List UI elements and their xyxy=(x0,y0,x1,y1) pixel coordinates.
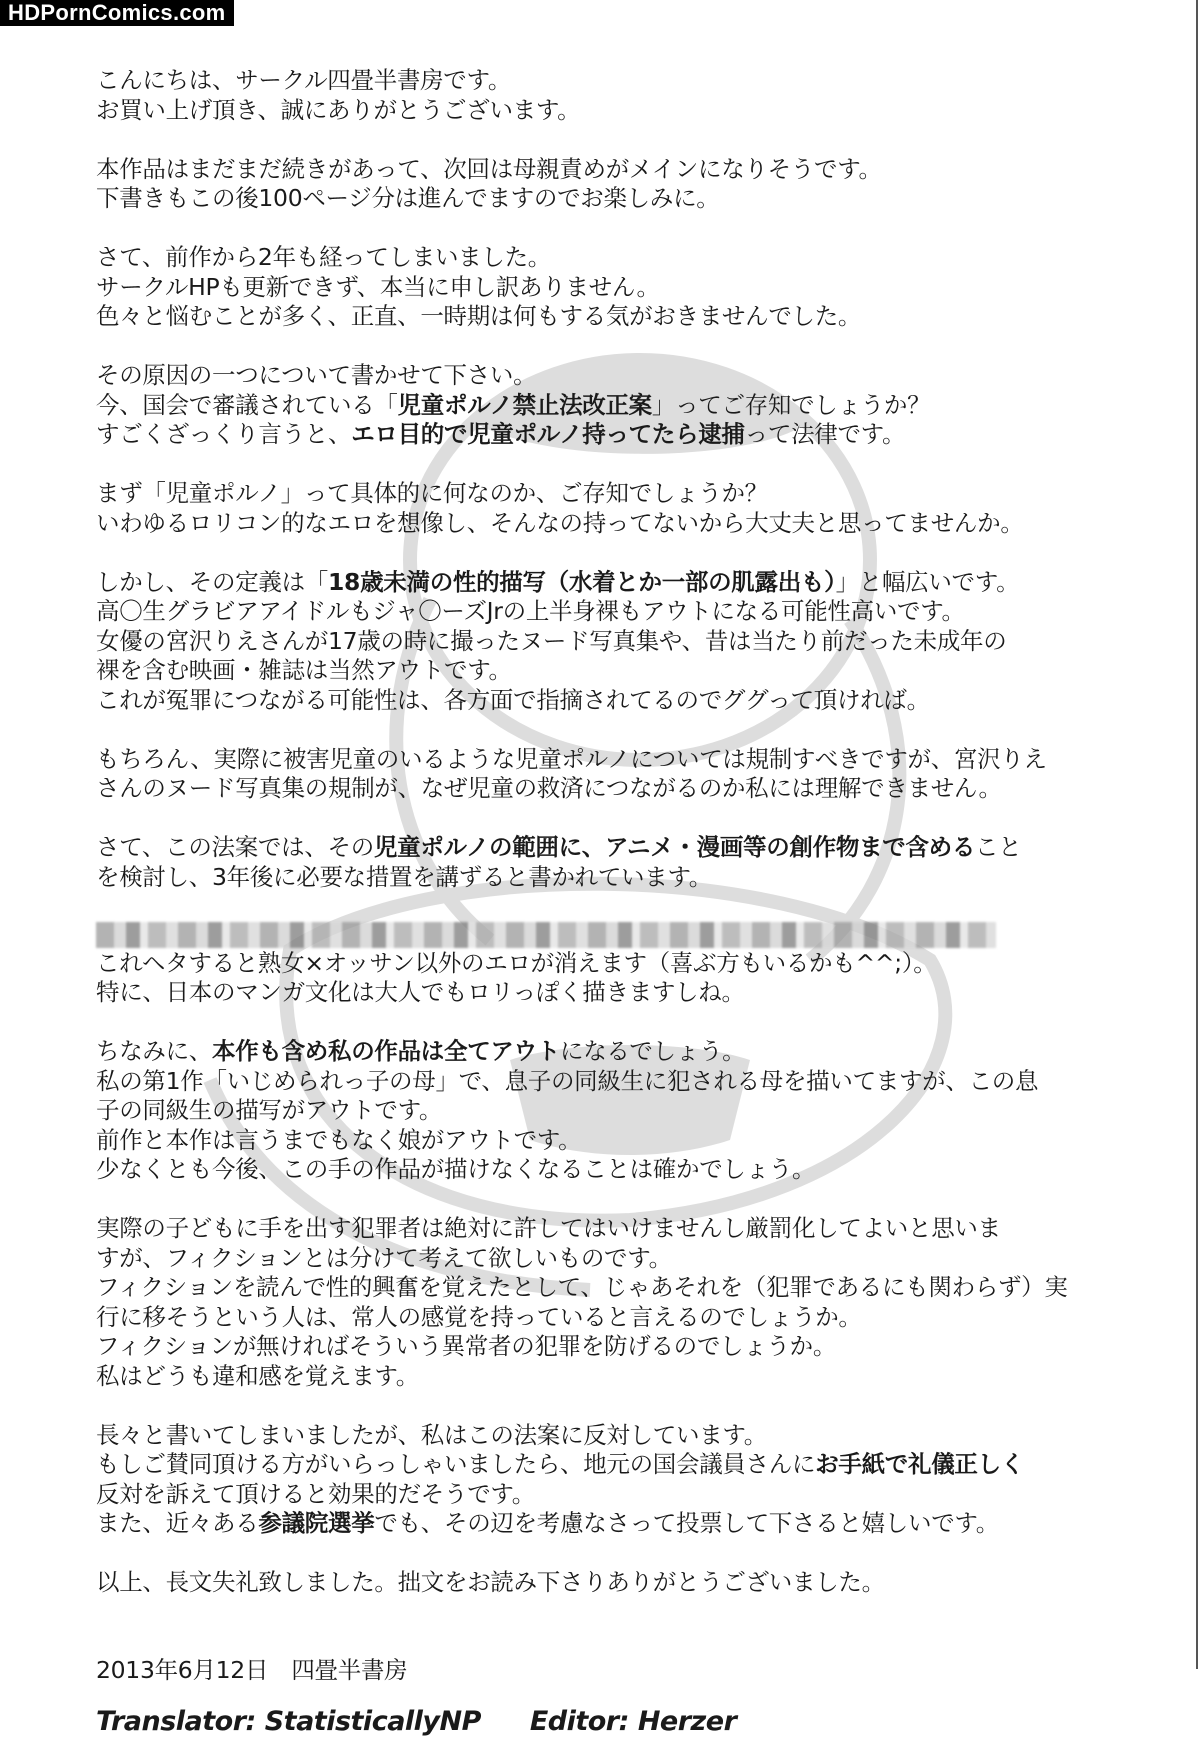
text-segment: 以上、長文失礼致しました。拙文をお読み下さりありがとうございました。 xyxy=(96,1568,885,1596)
signature-date: 2013年6月12日 四畳半書房 xyxy=(96,1655,408,1684)
text-line xyxy=(96,1421,1106,1451)
paragraph xyxy=(96,922,1106,1008)
text-segment: 」ってご存知でしょうか？ xyxy=(651,390,931,419)
text-line xyxy=(96,509,1106,539)
redacted-line xyxy=(96,922,996,948)
emphasis-text: 児童ポルノの範囲に、アニメ・漫画等の創作物まで含める xyxy=(373,833,976,861)
paragraph xyxy=(96,361,1106,450)
text-segment: でも、その辺を考慮なさって投票して下さると嬉しいです。 xyxy=(374,1509,999,1537)
text-segment: って法律です。 xyxy=(744,420,906,448)
text-line xyxy=(96,243,1106,273)
text-line xyxy=(96,833,1106,863)
translator-credit: Translator: StatisticallyNP xyxy=(96,1706,481,1737)
text-line xyxy=(96,627,1106,657)
text-segment: さんのヌード写真集の規制が、なぜ児童の救済につながるのか私には理解できません。 xyxy=(96,774,1002,802)
text-line xyxy=(96,155,1106,185)
text-segment: まず「児童ポルノ」って具体的に何なのか、ご存知でしょうか？ xyxy=(96,479,768,507)
text-line xyxy=(96,1509,1106,1539)
text-line xyxy=(96,568,1106,598)
paragraph xyxy=(96,243,1106,332)
text-segment: いわゆるロリコン的なエロを想像し、そんなの持ってないから大丈夫と思ってませんか。 xyxy=(96,508,1024,537)
text-segment: もちろん、実際に被害児童のいるような児童ポルノについては規制すべきですが、宮沢りえ xyxy=(96,744,1047,773)
text-line xyxy=(96,1362,1106,1392)
paragraph xyxy=(96,479,1106,538)
paragraph xyxy=(96,1568,1106,1598)
text-line xyxy=(96,361,1106,391)
text-line xyxy=(96,1037,1106,1067)
paragraph xyxy=(96,1037,1106,1185)
text-line xyxy=(96,66,1106,96)
text-line xyxy=(96,1303,1106,1333)
text-line xyxy=(96,1568,1106,1598)
text-segment: フィクションが無ければそういう異常者の犯罪を防げるのでしょうか。 xyxy=(96,1332,837,1360)
text-line xyxy=(96,1126,1106,1156)
text-segment: 行に移そうという人は、常人の感覚を持っていると言えるのでしょうか。 xyxy=(96,1302,862,1331)
text-segment: もしご賛同頂ける方がいらっしゃいましたら、地元の国会議員さんに xyxy=(96,1450,816,1478)
text-line xyxy=(96,745,1106,775)
text-segment: すが、フィクションとは分けて考えて欲しいものです。 xyxy=(96,1243,672,1272)
paragraph xyxy=(96,833,1106,892)
text-segment: 本作品はまだまだ続きがあって、次回は母親責めがメインになりそうです。 xyxy=(96,154,882,183)
text-line xyxy=(96,1067,1106,1097)
text-line xyxy=(96,978,1106,1008)
text-segment: 色々と悩むことが多く、正直、一時期は何もする気がおきませんでした。 xyxy=(96,302,862,330)
text-segment: さて、この法案では、その xyxy=(96,833,374,861)
paragraph xyxy=(96,568,1106,716)
emphasis-text: 児童ポルノ禁止法改正案 xyxy=(397,390,652,419)
text-segment: 私の第1作「いじめられっ子の母」で、息子の同級生に犯される母を描いてますが、この息 xyxy=(96,1066,1039,1095)
text-segment: 少なくとも今後、この手の作品が描けなくなることは確かでしょう。 xyxy=(96,1155,816,1183)
emphasis-text: 18歳未満の性的描写（水着とか一部の肌露出も） xyxy=(328,567,836,596)
text-segment: こと xyxy=(975,833,1022,861)
text-segment: 実際の子どもに手を出す犯罪者は絶対に許してはいけませんし厳罰化してよいと思いま xyxy=(96,1214,1001,1242)
text-segment: 今、国会で審議されている「 xyxy=(96,390,398,419)
text-line xyxy=(96,420,1106,450)
text-line xyxy=(96,949,1106,979)
text-segment: さて、前作から2年も経ってしまいました。 xyxy=(96,243,551,271)
text-line xyxy=(96,774,1106,804)
text-line xyxy=(96,1214,1106,1244)
text-segment: 長々と書いてしまいましたが、私はこの法案に反対しています。 xyxy=(96,1420,767,1449)
text-segment: また、近々ある xyxy=(96,1509,259,1537)
text-segment: しかし、その定義は「 xyxy=(96,567,328,596)
text-line xyxy=(96,391,1106,421)
text-line xyxy=(96,656,1106,686)
emphasis-text: 参議院選挙 xyxy=(258,1509,375,1537)
text-segment: になるでしょう。 xyxy=(560,1037,746,1065)
text-line xyxy=(96,184,1106,214)
text-segment: ちなみに、 xyxy=(96,1037,212,1065)
text-segment: 裸を含む映画・雑誌は当然アウトです。 xyxy=(96,656,512,684)
emphasis-text: お手紙で礼儀正しく xyxy=(815,1450,1025,1478)
text-line xyxy=(96,1332,1106,1362)
text-line xyxy=(96,1096,1106,1126)
text-segment: フィクションを読んで性的興奮を覚えたとして、じゃあそれを（犯罪であるにも関わらず）実 xyxy=(96,1273,1068,1301)
text-segment: 」と幅広いです。 xyxy=(835,567,1020,596)
text-segment: その原因の一つについて書かせて下さい。 xyxy=(96,361,537,389)
text-segment: 特に、日本のマンガ文化は大人でもロリっぽく描きますしね。 xyxy=(96,978,745,1006)
text-segment: 反対を訴えて頂けると効果的だそうです。 xyxy=(96,1479,535,1508)
paragraph xyxy=(96,1214,1106,1391)
text-line xyxy=(96,302,1106,332)
text-line xyxy=(96,96,1106,126)
text-line xyxy=(96,273,1106,303)
text-segment: 私はどうも違和感を覚えます。 xyxy=(96,1361,419,1390)
text-segment: すごくざっくり言うと、 xyxy=(96,420,352,448)
text-segment: 女優の宮沢りえさんが17歳の時に撮ったヌード写真集や、昔は当たり前だった未成年の xyxy=(96,626,1007,655)
paragraph xyxy=(96,66,1106,125)
text-line xyxy=(96,863,1106,893)
text-line xyxy=(96,1155,1106,1185)
text-segment: サークルHPも更新できず、本当に申し訳ありません。 xyxy=(96,272,660,301)
text-line xyxy=(96,479,1106,509)
credits xyxy=(96,1707,1106,1737)
text-segment: お買い上げ頂き、誠にありがとうございます。 xyxy=(96,95,581,124)
text-line xyxy=(96,597,1106,627)
text-line xyxy=(96,1450,1106,1480)
paragraph xyxy=(96,1421,1106,1539)
text-segment: 子の同級生の描写がアウトです。 xyxy=(96,1096,443,1124)
site-watermark: HDPornComics.com xyxy=(0,0,234,26)
text-line xyxy=(96,1480,1106,1510)
emphasis-text: 本作も含め私の作品は全てアウト xyxy=(212,1037,560,1065)
editor-credit: Editor: Herzer xyxy=(529,1706,737,1737)
text-segment: を検討し、3年後に必要な措置を講ずると書かれています。 xyxy=(96,862,712,891)
text-segment: これが冤罪につながる可能性は、各方面で指摘されてるのでググって頂ければ。 xyxy=(96,685,930,714)
text-segment: 前作と本作は言うまでもなく娘がアウトです。 xyxy=(96,1125,582,1154)
paragraph-list xyxy=(96,66,1106,1598)
text-line xyxy=(96,1273,1106,1303)
text-line xyxy=(96,1244,1106,1274)
emphasis-text: エロ目的で児童ポルノ持ってたら逮捕 xyxy=(351,420,745,448)
text-segment: 高〇生グラビアアイドルもジャ〇ーズJrの上半身裸もアウトになる可能性高いです。 xyxy=(96,597,965,625)
text-segment: これヘタすると熟女×オッサン以外のエロが消えます（喜ぶ方もいるかも^^;）。 xyxy=(96,948,937,977)
text-line xyxy=(96,686,1106,716)
paragraph xyxy=(96,745,1106,804)
text-segment: 下書きもこの後100ページ分は進んでますのでお楽しみに。 xyxy=(96,184,720,212)
text-segment: こんにちは、サークル四畳半書房です。 xyxy=(96,66,512,94)
letter-body xyxy=(96,66,1106,1737)
paragraph xyxy=(96,155,1106,214)
